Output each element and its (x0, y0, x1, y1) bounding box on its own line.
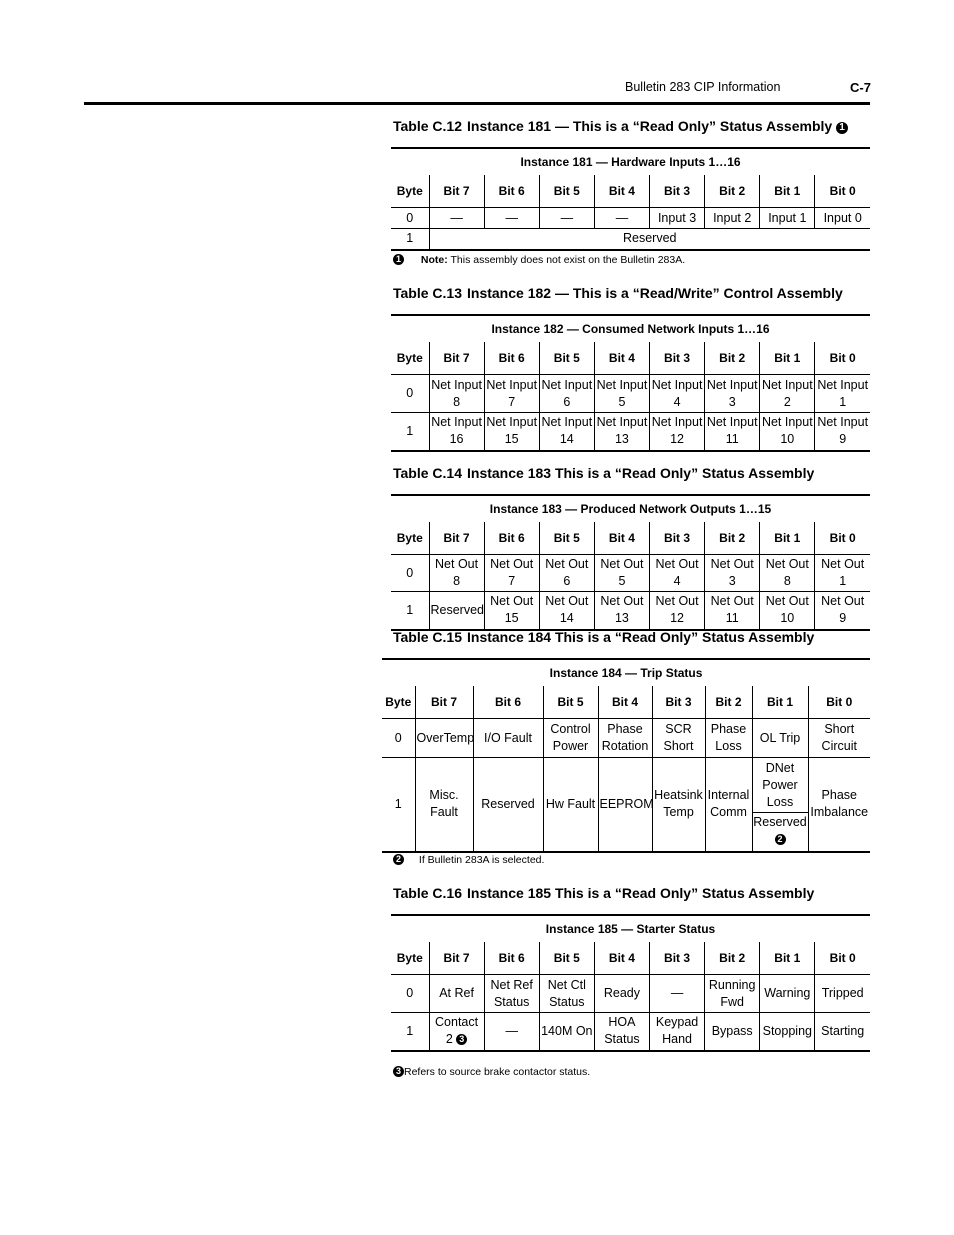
cell-line: Net Ref (490, 977, 533, 992)
cell-line: Net Input (486, 415, 538, 430)
bit-cell (705, 592, 760, 630)
table-c12-caption (393, 118, 848, 134)
table-row (391, 413, 870, 451)
table-c16-caption (393, 885, 814, 901)
column-header: Bit 0 (808, 686, 870, 719)
table-c12-caption-text: Instance 181 — This is a “Read Only” Status Assembly (467, 118, 833, 134)
bit-cell (539, 592, 594, 630)
cell-line: 10 (780, 611, 795, 626)
footnote-3-marker-icon: 3 (456, 1034, 467, 1045)
bit-cell: Net Out 1 (815, 555, 870, 592)
cell-line: Phase (710, 722, 747, 736)
bit-cell: Net Out 7 (484, 555, 539, 592)
bit-cell: — (539, 208, 594, 229)
bit-cell: Net Out 8 (429, 555, 484, 592)
cell-line: 11 (725, 432, 739, 447)
bit-cell (429, 1013, 484, 1051)
bit-cell: — (484, 208, 539, 229)
bit-cell: Net Out 6 (539, 555, 594, 592)
bit-cell: Net Out 4 (650, 555, 705, 592)
column-header: Bit 2 (705, 342, 760, 375)
column-header: Bit 1 (760, 342, 815, 375)
cell-line: Comm (710, 805, 747, 820)
cell-line: Net Input (651, 415, 703, 430)
bit-cell: Input 1 (760, 208, 815, 229)
cell-line: 9 (839, 432, 847, 447)
table-row (391, 208, 870, 229)
column-header: Bit 4 (594, 522, 649, 555)
bit-cell (594, 413, 649, 451)
table-c15-caption (393, 629, 814, 645)
cell-line: Circuit (821, 739, 857, 753)
table-c12 (391, 147, 870, 251)
bit-cell: Starting (815, 1013, 870, 1051)
table-c12-number: Table C.12 (393, 118, 462, 134)
cell-line: Fwd (720, 994, 744, 1009)
column-header: Bit 5 (539, 942, 594, 975)
cell-line: 14 (559, 432, 574, 447)
column-header: Bit 4 (594, 942, 649, 975)
bit-cell (650, 413, 705, 451)
column-header: Bit 3 (650, 342, 705, 375)
byte-cell: 0 (382, 719, 415, 758)
cell-line: 10 (780, 432, 795, 447)
column-header: Bit 3 (650, 175, 705, 208)
cell-line: DNet (765, 761, 795, 776)
cell-line: Status (604, 1032, 640, 1047)
cell-line: Heatsink (654, 788, 703, 803)
cell-line: Status (549, 994, 585, 1009)
cell-line: Running (708, 977, 756, 992)
table-row (391, 975, 870, 1013)
table-c16 (391, 914, 870, 1052)
bit-cell (594, 375, 649, 413)
bit-cell: Reserved (429, 592, 484, 630)
table-row (391, 555, 870, 592)
bit-cell: Net Out 9 (815, 592, 870, 630)
bit-cell (484, 592, 539, 630)
column-header: Bit 3 (652, 686, 705, 719)
byte-cell: 1 (391, 413, 429, 451)
cell-line: 15 (504, 611, 519, 626)
table-row (391, 375, 870, 413)
column-header: Bit 7 (429, 522, 484, 555)
byte-cell: 1 (382, 758, 415, 852)
bit-cell-split (752, 758, 808, 852)
cell-line: Net Input (541, 415, 593, 430)
column-header: Bit 4 (598, 686, 652, 719)
bit-cell: Input 0 (815, 208, 870, 229)
cell-line: Net Input (761, 377, 813, 392)
cell-line: Short (663, 739, 694, 753)
bit-cell: Reserved (473, 758, 543, 852)
column-header: Bit 7 (429, 342, 484, 375)
cell-line: Net Input (651, 377, 703, 392)
footnote-2-icon: 2 (393, 854, 404, 865)
cell-line: Net Input (817, 377, 869, 392)
bit-cell: Warning (760, 975, 815, 1013)
bit-cell (815, 375, 870, 413)
column-header: Bit 2 (705, 175, 760, 208)
bit-cell: 140M On (539, 1013, 594, 1051)
bit-cell: Net Out 3 (705, 555, 760, 592)
column-header: Bit 6 (484, 522, 539, 555)
bit-cell (705, 375, 760, 413)
table-c15-number: Table C.15 (393, 629, 462, 645)
bit-cell (705, 413, 760, 451)
column-header: Byte (391, 942, 429, 975)
header-rule (84, 102, 870, 105)
bit-cell (650, 592, 705, 630)
bit-cell (484, 413, 539, 451)
cell-line: 13 (614, 432, 629, 447)
column-header: Bit 4 (594, 342, 649, 375)
cell-line: Net Out (710, 594, 754, 609)
table-c16-caption-text: Instance 185 This is a “Read Only” Status Assembly (467, 885, 815, 901)
column-header: Bit 1 (752, 686, 808, 719)
footnote-label: Note: (420, 254, 448, 266)
cell-line: Net Input (706, 415, 758, 430)
split-cell-upper (753, 759, 808, 813)
running-header-title: Bulletin 283 CIP Information (625, 80, 781, 94)
cell-line: 2 (445, 1032, 453, 1047)
cell-line: Net Input (596, 377, 648, 392)
cell-line: 1 (839, 394, 847, 409)
cell-line: Net Input (817, 415, 869, 430)
cell-line: Phase (821, 788, 857, 803)
byte-cell: 1 (391, 1013, 429, 1051)
bit-cell: Stopping (760, 1013, 815, 1051)
table-c16-title: Instance 185 — Starter Status (391, 915, 870, 942)
cell-line: 15 (504, 432, 519, 447)
column-header: Bit 0 (815, 942, 870, 975)
bit-cell (808, 758, 870, 852)
bit-cell (429, 375, 484, 413)
cell-line: 13 (614, 611, 629, 626)
table-c14 (391, 494, 870, 631)
cell-line: 2 (783, 394, 791, 409)
cell-line: 5 (618, 394, 626, 409)
cell-line: Temp (663, 805, 694, 820)
cell-line: Net Input (431, 415, 482, 430)
column-header: Bit 6 (484, 175, 539, 208)
table-c14-title: Instance 183 — Produced Network Outputs 1…15 (391, 495, 870, 522)
table-c13-caption (393, 285, 843, 301)
table-c12-footnote (393, 254, 685, 266)
bit-cell (594, 592, 649, 630)
bit-cell: Tripped (815, 975, 870, 1013)
cell-line: 12 (670, 611, 685, 626)
cell-line: Power (552, 739, 589, 753)
byte-cell: 0 (391, 375, 429, 413)
table-row (391, 1013, 870, 1051)
byte-cell: 0 (391, 208, 429, 229)
bit-cell: — (484, 1013, 539, 1051)
column-header: Byte (391, 175, 429, 208)
column-header: Byte (382, 686, 415, 719)
column-header: Bit 2 (705, 686, 752, 719)
column-header: Bit 6 (484, 942, 539, 975)
bit-cell (808, 719, 870, 758)
table-c13-number: Table C.13 (393, 285, 462, 301)
bit-cell: Bypass (705, 1013, 760, 1051)
cell-line: Loss (715, 739, 742, 753)
byte-cell: 1 (391, 592, 429, 630)
column-header: Bit 2 (705, 522, 760, 555)
table-c15-title: Instance 184 — Trip Status (382, 659, 870, 686)
cell-line: Net Out (765, 594, 809, 609)
footnote-text: This assembly does not exist on the Bulletin 283A. (450, 254, 686, 266)
column-header: Bit 6 (484, 342, 539, 375)
column-header: Bit 1 (760, 942, 815, 975)
cell-line: Power (762, 778, 798, 793)
bit-cell: Net Out 8 (760, 555, 815, 592)
table-row (391, 229, 870, 250)
cell-line: Internal (707, 788, 750, 803)
column-header: Bit 3 (650, 942, 705, 975)
table-c15 (382, 658, 870, 853)
table-row (391, 592, 870, 630)
bit-cell: Net Out 5 (594, 555, 649, 592)
bit-cell (598, 719, 652, 758)
table-c16-footnote (393, 1066, 590, 1078)
column-header: Bit 1 (760, 175, 815, 208)
bit-cell (760, 375, 815, 413)
bit-cell: Input 2 (705, 208, 760, 229)
column-header: Byte (391, 342, 429, 375)
bit-cell (760, 592, 815, 630)
table-c14-caption-text: Instance 183 This is a “Read Only” Status Assembly (467, 465, 815, 481)
column-header: Bit 3 (650, 522, 705, 555)
bit-cell (705, 975, 760, 1013)
table-row (382, 719, 870, 758)
bit-cell: OverTemp (415, 719, 473, 758)
cell-line: HOA (608, 1015, 636, 1030)
cell-line: Keypad (655, 1015, 699, 1030)
bit-cell (415, 758, 473, 852)
cell-line: Net Ctl (547, 977, 586, 992)
table-c14-number: Table C.14 (393, 465, 462, 481)
byte-cell: 1 (391, 229, 429, 250)
column-header: Bit 5 (539, 342, 594, 375)
bit-cell: — (650, 975, 705, 1013)
table-c12-title: Instance 181 — Hardware Inputs 1…16 (391, 148, 870, 175)
bit-cell: Ready (594, 975, 649, 1013)
cell-line: Status (493, 994, 530, 1009)
column-header: Bit 7 (415, 686, 473, 719)
cell-line: Loss (766, 795, 794, 810)
cell-line: Hand (662, 1032, 692, 1047)
column-header: Bit 2 (705, 942, 760, 975)
cell-line: Net Input (486, 377, 538, 392)
bit-cell (484, 975, 539, 1013)
table-c14-caption (393, 465, 814, 481)
split-cell-lower (753, 813, 808, 849)
cell-line: 7 (508, 394, 516, 409)
byte-cell: 0 (391, 975, 429, 1013)
bit-cell (429, 413, 484, 451)
column-header: Bit 4 (594, 175, 649, 208)
cell-line: Net Out (490, 594, 534, 609)
cell-line: 4 (673, 394, 681, 409)
cell-line: Short (824, 722, 855, 736)
cell-line: Net Input (706, 377, 758, 392)
footnote-text: Refers to source brake contactor status. (404, 1066, 591, 1078)
footnote-1-icon: 1 (393, 254, 404, 265)
bit-cell (705, 719, 752, 758)
footnote-3-icon: 3 (393, 1066, 404, 1077)
footnote-2-marker-icon: 2 (775, 834, 786, 845)
cell-line: Net Out (655, 594, 699, 609)
column-header: Byte (391, 522, 429, 555)
column-header: Bit 0 (815, 342, 870, 375)
table-c15-footnote (393, 854, 544, 866)
bit-cell: I/O Fault (473, 719, 543, 758)
cell-line: 16 (449, 432, 464, 447)
bit-cell: Hw Fault (543, 758, 598, 852)
cell-line: Net Input (431, 377, 482, 392)
cell-line: 14 (559, 611, 574, 626)
column-header: Bit 7 (429, 175, 484, 208)
cell-line: 11 (725, 611, 739, 626)
column-header: Bit 5 (543, 686, 598, 719)
bit-cell: Input 3 (650, 208, 705, 229)
cell-line: Net Input (541, 377, 593, 392)
bit-cell: EEPROM (598, 758, 652, 852)
reserved-cell: Reserved (429, 229, 870, 250)
column-header: Bit 5 (539, 175, 594, 208)
column-header: Bit 0 (815, 522, 870, 555)
footnote-text: If Bulletin 283A is selected. (418, 854, 545, 866)
bit-cell (650, 375, 705, 413)
table-c16-number: Table C.16 (393, 885, 462, 901)
cell-line: Rotation (601, 739, 649, 753)
column-header: Bit 1 (760, 522, 815, 555)
cell-line: SCR (665, 722, 692, 736)
column-header: Bit 5 (539, 522, 594, 555)
bit-cell (539, 975, 594, 1013)
column-header: Bit 7 (429, 942, 484, 975)
bit-cell: At Ref (429, 975, 484, 1013)
bit-cell (652, 758, 705, 852)
bit-cell (539, 375, 594, 413)
cell-line: Reserved (753, 815, 807, 830)
cell-line: Fault (430, 805, 458, 820)
table-c13 (391, 314, 870, 452)
cell-line: 12 (670, 432, 685, 447)
cell-line: Net Out (545, 594, 589, 609)
page-number: C-7 (850, 80, 871, 95)
bit-cell: — (594, 208, 649, 229)
cell-line: 8 (453, 394, 461, 409)
table-c13-caption-text: Instance 182 — This is a “Read/Write” Control Assembly (467, 285, 843, 301)
cell-line: 3 (728, 394, 736, 409)
cell-line: Imbalance (810, 805, 869, 820)
bit-cell (652, 719, 705, 758)
cell-line: Net Input (761, 415, 813, 430)
bit-cell: OL Trip (752, 719, 808, 758)
bit-cell (484, 375, 539, 413)
column-header: Bit 0 (815, 175, 870, 208)
cell-line: Contact (435, 1015, 479, 1030)
bit-cell: — (429, 208, 484, 229)
bit-cell (594, 1013, 649, 1051)
bit-cell (760, 413, 815, 451)
bit-cell (543, 719, 598, 758)
bit-cell (650, 1013, 705, 1051)
cell-line: Control (550, 722, 591, 736)
bit-cell (539, 413, 594, 451)
table-row (382, 758, 870, 852)
column-header: Bit 6 (473, 686, 543, 719)
table-c15-caption-text: Instance 184 This is a “Read Only” Status Assembly (467, 629, 815, 645)
cell-line: Net Input (596, 415, 648, 430)
byte-cell: 0 (391, 555, 429, 592)
cell-line: Net Out (600, 594, 644, 609)
table-c13-title: Instance 182 — Consumed Network Inputs 1…16 (391, 315, 870, 342)
bit-cell (705, 758, 752, 852)
bit-cell (815, 413, 870, 451)
cell-line: 6 (563, 394, 571, 409)
footnote-1-marker-icon: 1 (836, 122, 848, 134)
cell-line: Misc. (429, 788, 459, 803)
cell-line: Phase (607, 722, 643, 736)
